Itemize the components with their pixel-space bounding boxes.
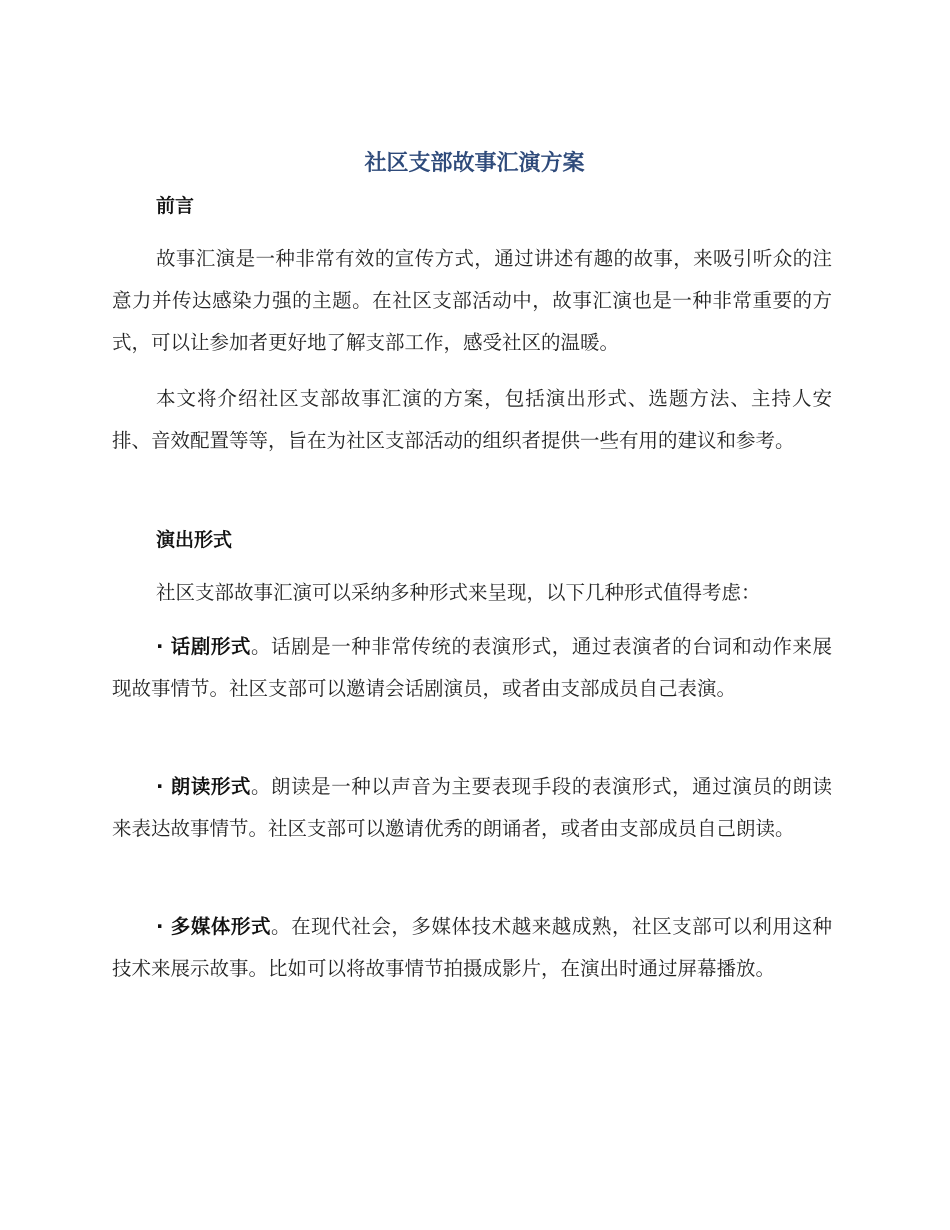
bullet-term-drama: 话剧形式	[170, 635, 251, 658]
bullet-text-reading: 。朗读是一种以声音为主要表现手段的表演形式，通过演员的朗读来表达故事情节。社区支部可以邀请优秀的朗诵者，或者由支部成员自己朗读。	[112, 775, 832, 840]
preface-paragraph-2: 本文将介绍社区支部故事汇演的方案，包括演出形式、选题方法、主持人安排、音效配置等等，旨在为社区支部活动的组织者提供一些有用的建议和参考。	[112, 387, 832, 452]
bullet-text-multimedia: 。在现代社会，多媒体技术越来越成熟，社区支部可以利用这种技术来展示故事。比如可以将故事情节拍摄成影片，在演出时通过屏幕播放。	[112, 915, 832, 980]
bullet-term-multimedia: 多媒体形式	[170, 915, 272, 938]
section-heading-preface: 前言	[156, 195, 195, 217]
bullet-item-multimedia	[112, 906, 832, 990]
bullet-item-drama	[112, 626, 832, 710]
bullet-marker: ·	[156, 915, 171, 938]
document-title: 社区支部故事汇演方案	[364, 151, 585, 176]
bullet-marker: ·	[156, 775, 171, 798]
bullet-term-reading: 朗读形式	[170, 775, 251, 798]
bullet-marker: ·	[156, 635, 171, 658]
bullet-text-drama: 。话剧是一种非常传统的表演形式，通过表演者的台词和动作来展现故事情节。社区支部可以邀请会话剧演员，或者由支部成员自己表演。	[112, 635, 832, 700]
preface-paragraph-1: 故事汇演是一种非常有效的宣传方式，通过讲述有趣的故事，来吸引听众的注意力并传达感染力强的主题。在社区支部活动中，故事汇演也是一种非常重要的方式，可以让参加者更好地了解支部工作，感受社区的温暖。	[112, 247, 832, 354]
bullet-item-reading	[112, 766, 832, 850]
section-heading-performance-forms: 演出形式	[156, 529, 233, 551]
performance-forms-intro: 社区支部故事汇演可以采纳多种形式来呈现，以下几种形式值得考虑：	[156, 581, 761, 604]
